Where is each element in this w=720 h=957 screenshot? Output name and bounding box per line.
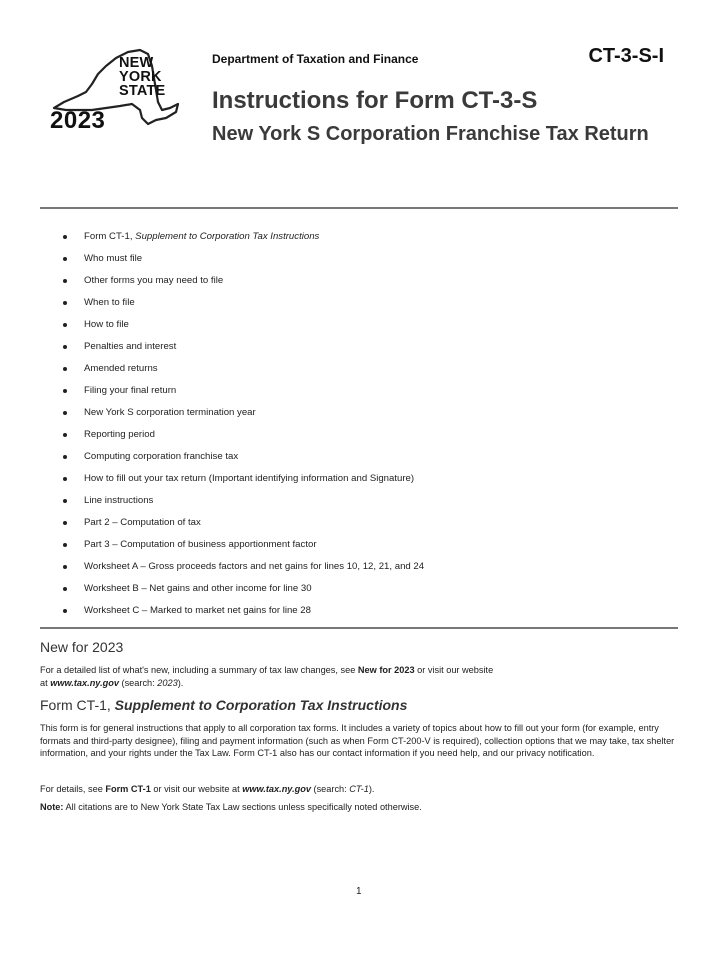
list-item: How to file (60, 317, 424, 339)
department-name: Department of Taxation and Finance (212, 52, 419, 66)
new-for-text: For a detailed list of what's new, including a summary of tax law changes, see New for 2023 or visit our website at www.tax.ny.gov (search: 2023). (40, 665, 494, 688)
page-subtitle: New York S Corporation Franchise Tax Return (212, 123, 649, 145)
nys-logo (36, 44, 186, 136)
list-item: Filing your final return (60, 383, 424, 405)
list-item: Computing corporation franchise tax (60, 449, 424, 471)
list-item: Worksheet B – Net gains and other income for line 30 (60, 581, 424, 603)
list-item: Line instructions (60, 493, 424, 515)
list-item: Amended returns (60, 361, 424, 383)
list-item: Worksheet C – Marked to market net gains for line 28 (60, 603, 424, 625)
contents-list (60, 229, 424, 625)
page-number: 1 (356, 886, 362, 897)
ct1-details: For details, see Form CT-1 or visit our website at www.tax.ny.gov (search: CT-1). (40, 784, 375, 794)
form-id: CT-3-S-I (588, 45, 664, 67)
form-ct1-link[interactable]: Form CT-1 (105, 784, 151, 794)
list-item: Part 2 – Computation of tax (60, 515, 424, 537)
list-item: Penalties and interest (60, 339, 424, 361)
section-divider (40, 627, 678, 629)
logo-year: 2023 (50, 107, 106, 134)
list-item: Reporting period (60, 427, 424, 449)
list-item: Other forms you may need to file (60, 273, 424, 295)
header-divider (40, 207, 678, 209)
nys-logo-wordmark: NEW YORK STATE (119, 55, 166, 99)
list-item: How to fill out your tax return (Important identifying information and Signature) (60, 471, 424, 493)
ct1-heading: Form CT-1, Supplement to Corporation Tax Instructions (40, 697, 408, 713)
new-for-link[interactable]: New for 2023 (357, 665, 415, 675)
website-link[interactable]: www.tax.ny.gov (242, 784, 311, 794)
list-item: Worksheet A – Gross proceeds factors and net gains for lines 10, 12, 21, and 24 (60, 559, 424, 581)
ct1-body: This form is for general instructions that apply to all corporation tax forms. It includes a variety of topics about how to fill out your form (for example, entry formats and third-party designee), filing and payment information (such as when Form CT-200-V is required), collection options that we may take, tax shelter information, and your rights under the Tax Law. Form CT-1 also has our contact information if you need help, and our privacy notification. (40, 723, 675, 758)
website-link[interactable]: www.tax.ny.gov (50, 677, 119, 688)
list-item: Who must file (60, 251, 424, 273)
list-item: New York S corporation termination year (60, 405, 424, 427)
note-text: Note: All citations are to New York State Tax Law sections unless specifically noted otherwise. (40, 802, 422, 812)
page-title: Instructions for Form CT-3-S (212, 87, 538, 114)
list-item: When to file (60, 295, 424, 317)
list-item: Part 3 – Computation of business apportionment factor (60, 537, 424, 559)
list-item: Form CT-1, Supplement to Corporation Tax Instructions (60, 229, 424, 251)
new-for-heading: New for 2023 (40, 639, 124, 655)
